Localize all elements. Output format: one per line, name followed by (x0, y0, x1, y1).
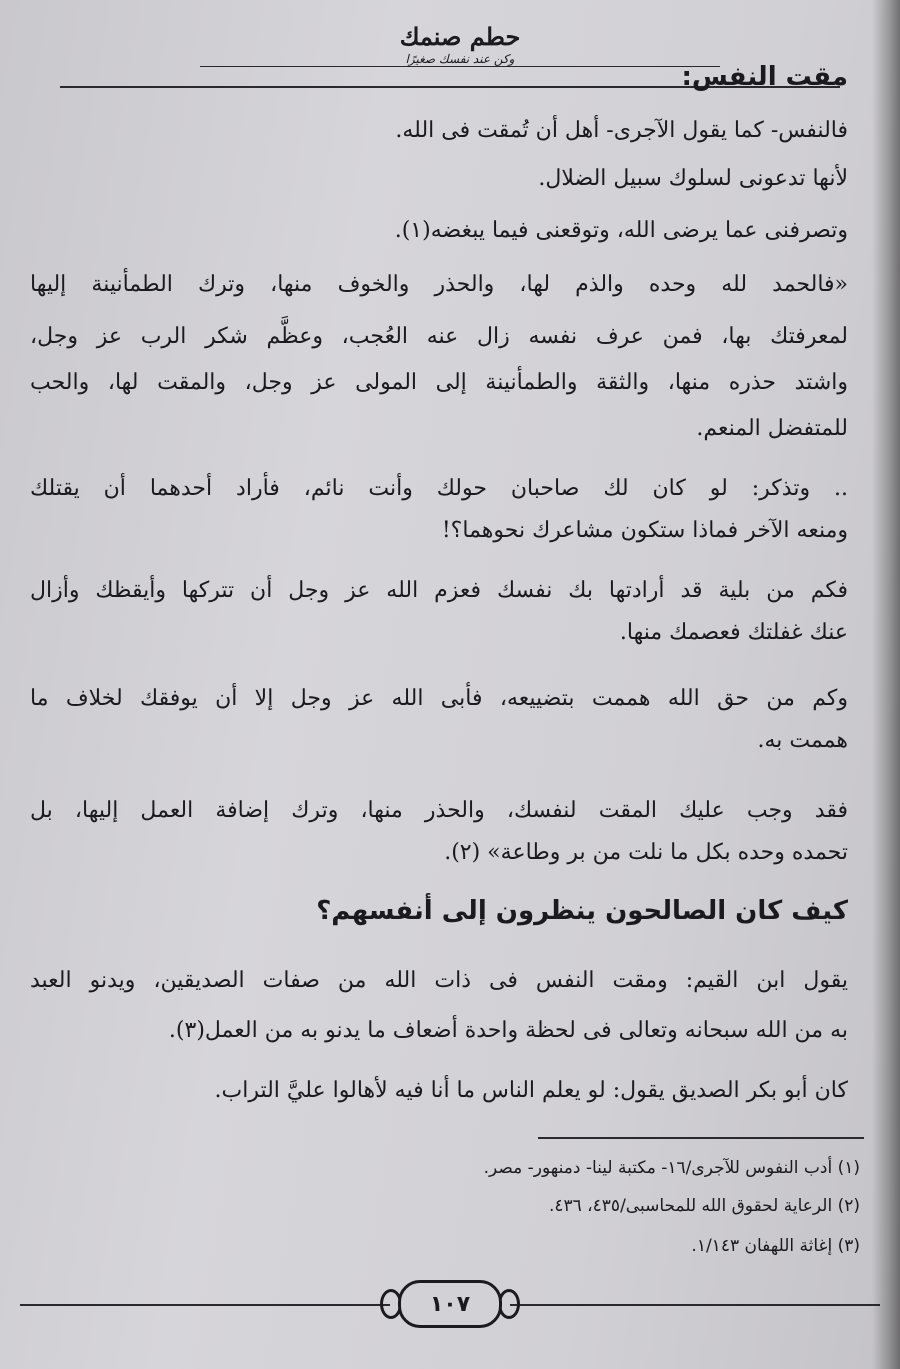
footnote: (٢) الرعاية لحقوق الله للمحاسبى/٤٣٥، ٤٣٦. (548, 1196, 860, 1216)
body-line: تحمده وحده بكل ما نلت من بر وطاعة» (٢). (444, 840, 848, 865)
footnote: (٣) إغاثة اللهفان ١/١٤٣. (691, 1236, 860, 1256)
body-line: وكم من حق الله هممت بتضييعه، فأبى الله عز وجل إلا أن يوفقك لخلاف ما (30, 686, 848, 711)
body-line: عنك غفلتك فعصمك منها. (619, 620, 848, 645)
body-line: لمعرفتك بها، فمن عرف نفسه زال عنه العُجب، وعظَّم شكر الرب عز وجل، (30, 324, 848, 349)
body-line: فالنفس- كما يقول الآجرى- أهل أن تُمقت فى الله. (395, 118, 848, 143)
footer-rule-left (20, 1304, 390, 1306)
body-line: لأنها تدعونى لسلوك سبيل الضلال. (538, 166, 848, 191)
body-line: «فالحمد لله وحده والذم لها، والحذر والخوف منها، وترك الطمأنينة إليها (30, 272, 848, 297)
footnote-rule (538, 1137, 864, 1139)
body-line: فكم من بلية قد أرادتها بك نفسك فعزم الله عز وجل أن تتركها وأيقظك وأزال (30, 578, 848, 603)
body-line: كان أبو بكر الصديق يقول: لو يعلم الناس ما أنا فيه لأهالوا عليَّ التراب. (214, 1078, 848, 1103)
body-line: ومنعه الآخر فماذا ستكون مشاعرك نحوهما؟! (441, 518, 848, 543)
body-line: .. وتذكر: لو كان لك صاحبان حولك وأنت نائم، فأراد أحدهما أن يقتلك (30, 476, 848, 501)
section-heading-righteous: كيف كان الصالحون ينظرون إلى أنفسهم؟ (316, 896, 848, 926)
section-heading-self-contempt: مقت النفس: (681, 62, 848, 92)
page-number: ١٠٧ (429, 1291, 471, 1317)
body-line: يقول ابن القيم: ومقت النفس فى ذات الله من صفات الصديقين، ويدنو العبد (30, 968, 848, 993)
body-line: وتصرفنى عما يرضى الله، وتوقعنى فيما يبغضه(١). (394, 218, 848, 243)
body-line: واشتد حذره منها، والثقة والطمأنينة إلى المولى عز وجل، والمقت لها، والحب (30, 370, 848, 395)
running-head-subtitle: وكن عند نفسك صغيرًا (405, 52, 515, 66)
spine-shadow (872, 0, 900, 1369)
footnote: (١) أدب النفوس للآجرى/١٦- مكتبة لينا- دمنهور- مصر. (483, 1158, 860, 1178)
running-head-title: حطم صنمك (399, 22, 521, 51)
page-number-frame (398, 1280, 502, 1328)
body-line: هممت به. (757, 728, 848, 753)
body-line: به من الله سبحانه وتعالى فى لحظة واحدة أضعاف ما يدنو به من العمل(٣). (168, 1018, 848, 1043)
body-line: للمتفضل المنعم. (696, 416, 848, 441)
body-line: فقد وجب عليك المقت لنفسك، والحذر منها، وترك إضافة العمل إليها، بل (30, 798, 848, 823)
footer-rule-right (510, 1304, 880, 1306)
